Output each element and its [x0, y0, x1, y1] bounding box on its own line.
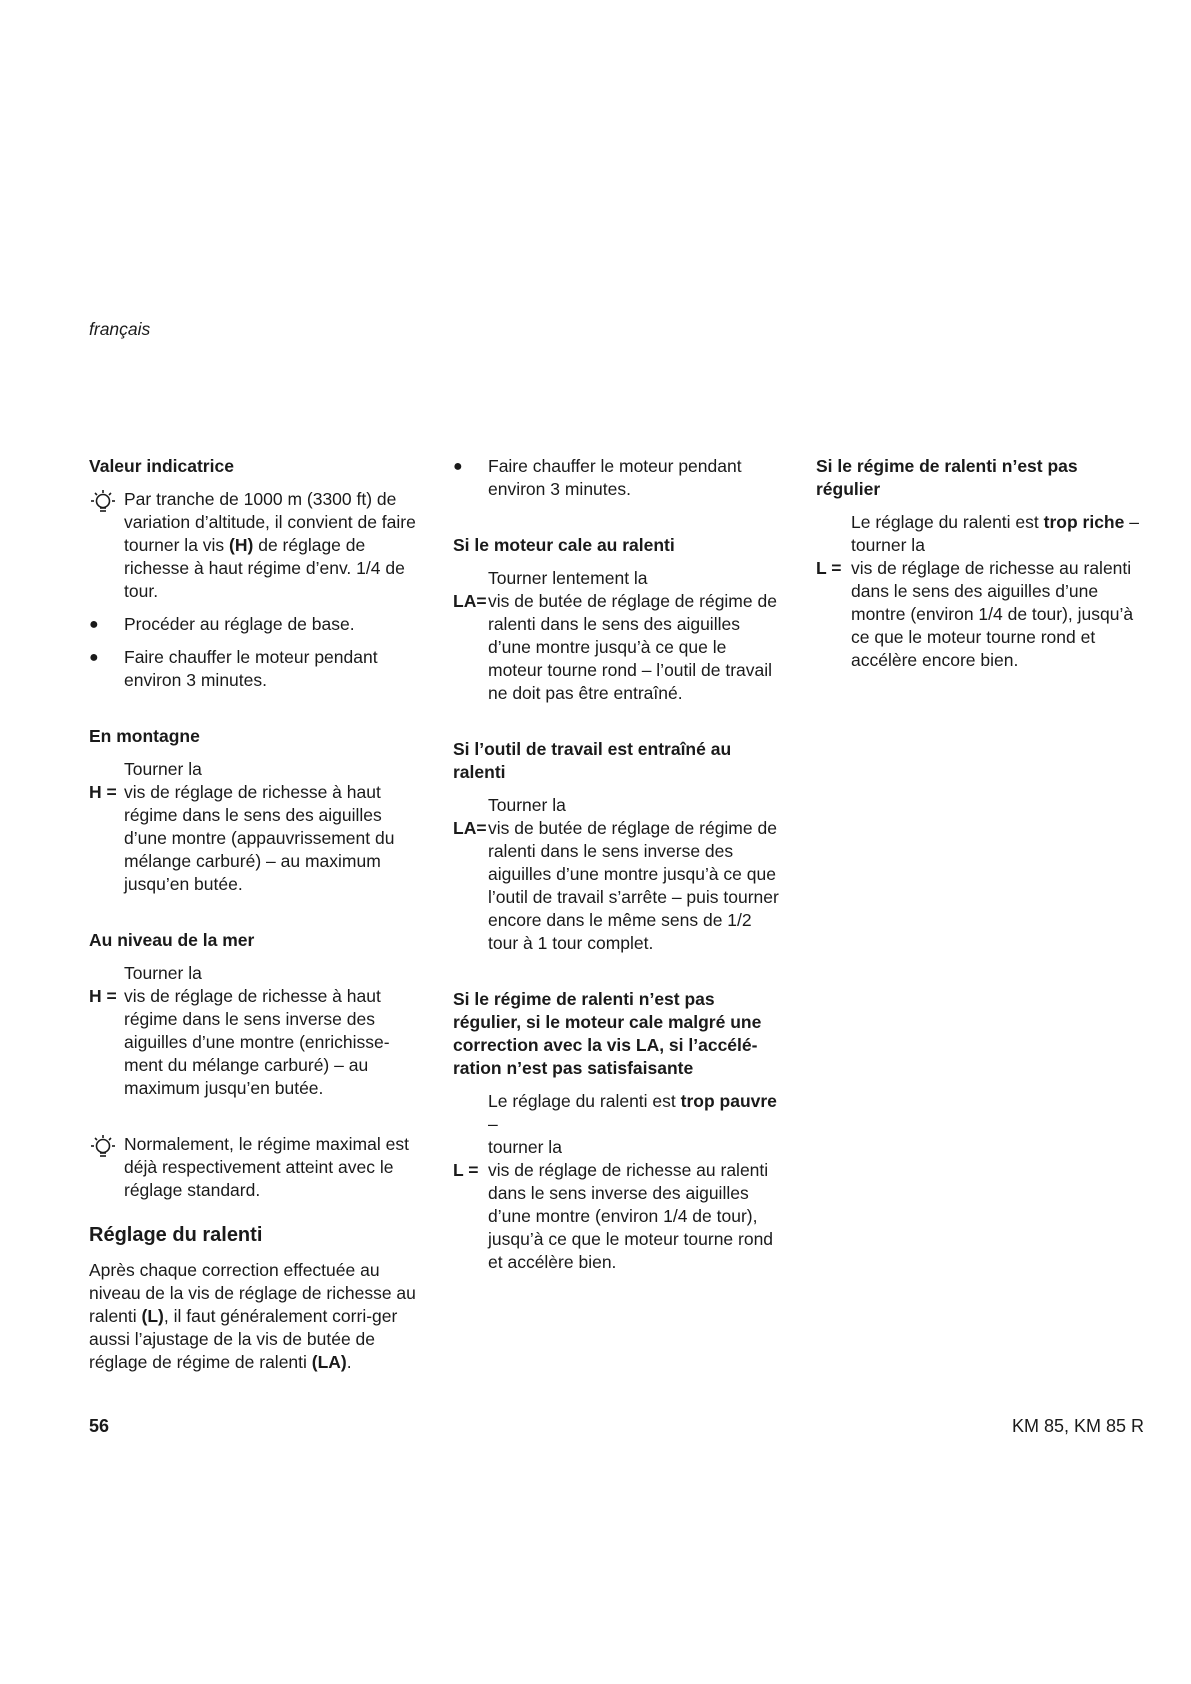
lightbulb-icon	[89, 488, 124, 603]
screw-key: H =	[89, 986, 117, 1006]
section-heading-mer: Au niveau de la mer	[89, 930, 255, 950]
bullet-icon: ●	[89, 616, 99, 633]
instruction-irregulier: Le réglage du ralenti est trop pauvre – tourner la L = vis de réglage de richesse au ralenti dans le sens inverse des aiguilles d’une montre (environ 1/4 de tour), jusqu’à ce que le moteur tourne rond et accélère bien.	[453, 1091, 777, 1272]
section-heading-irregulier: Si le régime de ralenti n’est pas régulier, si le moteur cale malgré une correction avec la vis LA, si l’accélé-ration n’est pas satisfaisante	[453, 989, 762, 1078]
column-3	[816, 455, 1146, 682]
column-2	[453, 455, 783, 1284]
instruction-cale: Tourner lentement la LA= vis de butée de réglage de régime de ralenti dans le sens des aiguilles d’une montre jusqu’à ce que le moteur tourne rond – l’outil de travail ne doit pas être entraîné.	[453, 568, 777, 703]
bullet-icon: ●	[453, 458, 463, 475]
column-1	[89, 455, 419, 1384]
list-item: ● Procéder au réglage de base.	[89, 614, 355, 634]
model-label: KM 85, KM 85 R	[1011, 1416, 1144, 1436]
section-heading-ralenti: Réglage du ralenti	[89, 1224, 263, 1246]
instruction-outil: Tourner la LA= vis de butée de réglage de régime de ralenti dans le sens inverse des aiguilles d’une montre jusqu’à ce que l’outil de travail s’arrête – puis tourner encore dans le même sens de 1/2 tour à 1 tour complet.	[453, 795, 779, 953]
instruction-riche: Le réglage du ralenti est trop riche – tourner la L = vis de réglage de richesse au ralenti dans le sens des aiguilles d’une montre (environ 1/4 de tour), jusqu’à ce que le moteur tourne rond et accélère encore bien.	[816, 512, 1139, 670]
list-item: ● Faire chauffer le moteur pendant environ 3 minutes.	[453, 456, 742, 499]
list-item: ● Faire chauffer le moteur pendant environ 3 minutes.	[89, 647, 378, 690]
screw-key: LA=	[453, 591, 487, 611]
section-heading-outil: Si l’outil de travail est entraîné au ralenti	[453, 739, 732, 782]
section-heading-cale: Si le moteur cale au ralenti	[453, 535, 675, 555]
section-heading-montagne: En montagne	[89, 726, 200, 746]
screw-key: L =	[453, 1160, 479, 1180]
tip-altitude	[89, 488, 419, 603]
instruction-montagne: Tourner la H = vis de réglage de richesse à haut régime dans le sens des aiguilles d’une montre (appauvrissement du mélange carburé) – au maximum jusqu’en butée.	[89, 759, 395, 894]
paragraph-ralenti: Après chaque correction effectuée au niveau de la vis de réglage de richesse au ralenti (L), il faut généralement corri-ger aussi l’ajustage de la vis de butée de réglage de régime de ralenti (LA).	[89, 1260, 416, 1372]
language-label: français	[89, 319, 151, 339]
bullet-icon: ●	[89, 649, 99, 666]
screw-key: LA=	[453, 818, 487, 838]
instruction-mer: Tourner la H = vis de réglage de richesse à haut régime dans le sens inverse des aiguilles d’une montre (enrichisse-ment du mélange carburé) – au maximum jusqu’en butée.	[89, 963, 390, 1098]
tip-standard: Normalement, le régime maximal est déjà respectivement atteint avec le réglage standard.	[89, 1133, 419, 1202]
tip-text: Par tranche de 1000 m (3300 ft) de variation d’altitude, il convient de faire tourner la vis (H) de réglage de richesse à haut régime d’env. 1/4 de tour.	[124, 489, 416, 601]
screw-key: H =	[89, 782, 117, 802]
page-number: 56	[89, 1416, 110, 1436]
lightbulb-icon	[89, 1133, 124, 1202]
screw-key: L =	[816, 558, 842, 578]
section-heading-valeur: Valeur indicatrice	[89, 456, 234, 476]
section-heading-riche: Si le régime de ralenti n’est pas régulier	[816, 456, 1078, 499]
